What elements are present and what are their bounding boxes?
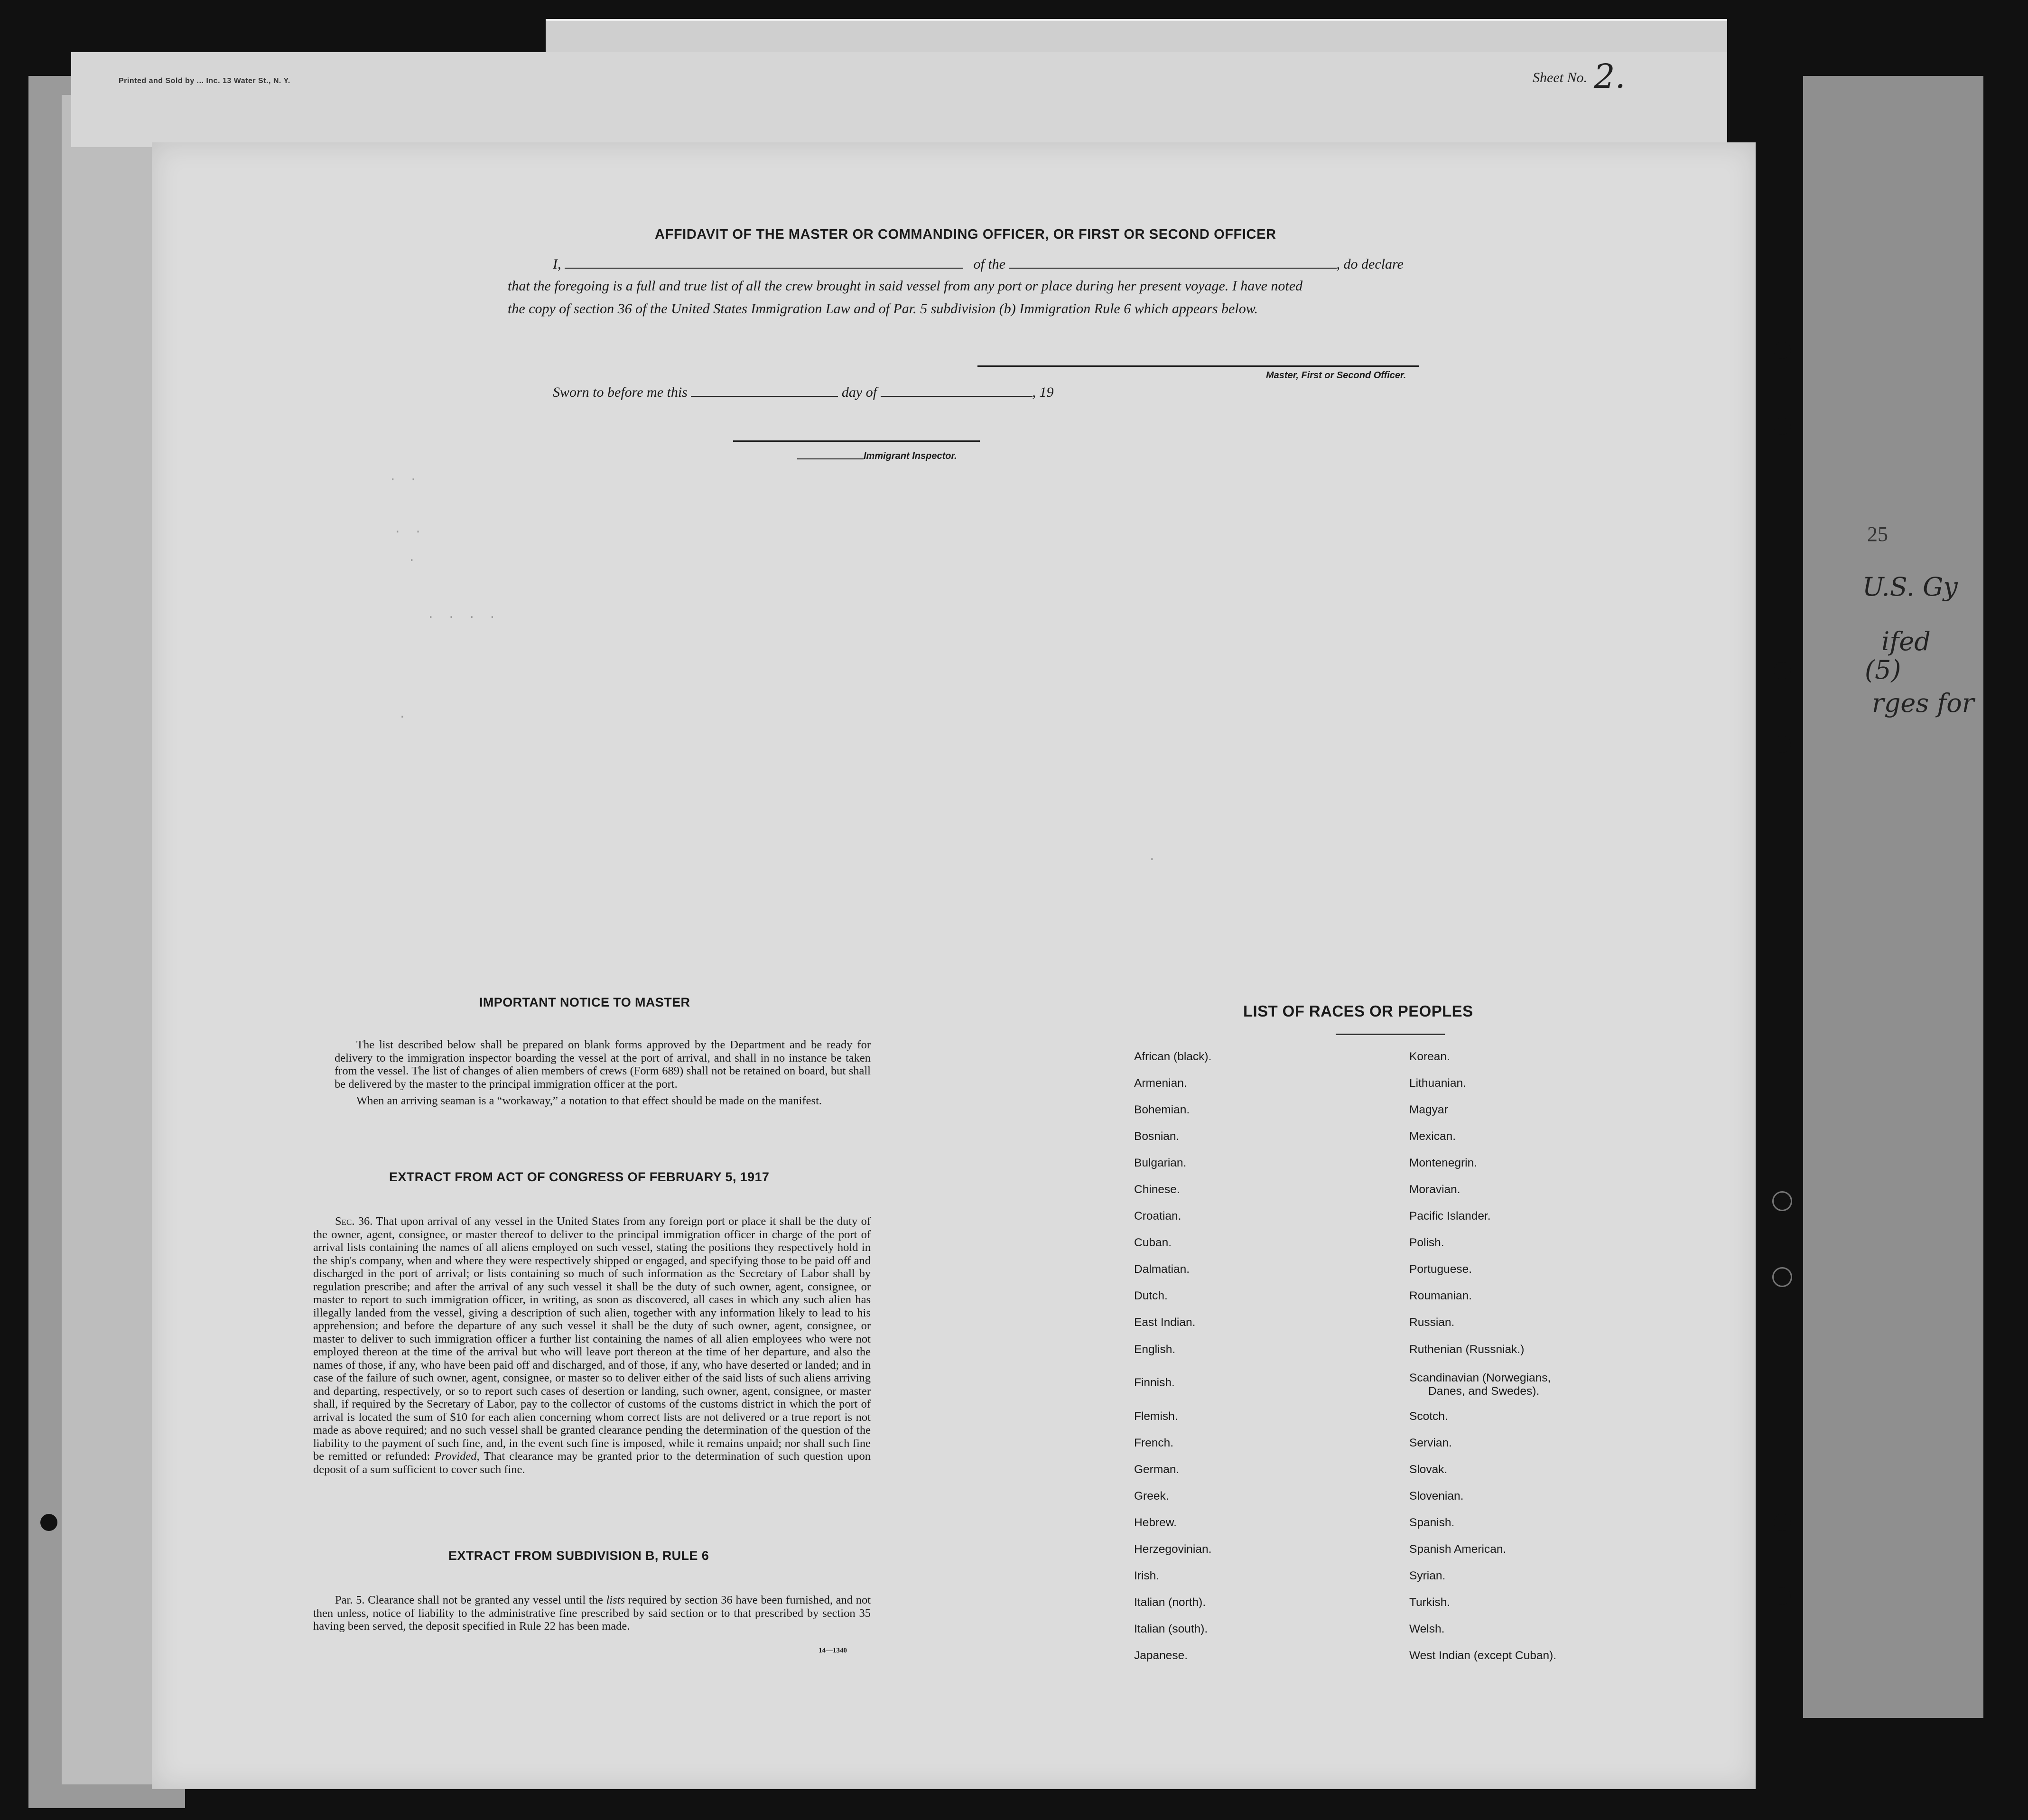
- underlying-sheet-right: [1803, 76, 1983, 1718]
- binder-hole: [1774, 1514, 1791, 1531]
- year-label: , 19: [1032, 384, 1054, 400]
- race-item: Russian.: [1409, 1316, 1455, 1329]
- act-extract-body-end: That clearance may be granted prior to the determination of such question upon deposit of a sum sufficient to cover such fine.: [313, 1450, 871, 1476]
- inspector-label: Immigrant Inspector.: [864, 451, 957, 461]
- race-item: Scandinavian (Norwegians, Danes, and Swedes).: [1409, 1372, 1551, 1398]
- races-title: LIST OF RACES OR PEOPLES: [1243, 1002, 1473, 1020]
- affidavit-declaration-line: [553, 256, 1404, 272]
- race-item: Cuban.: [1134, 1236, 1172, 1249]
- race-item: Japanese.: [1134, 1649, 1188, 1662]
- bleed-through-marks: . .: [394, 522, 425, 536]
- race-item: Moravian.: [1409, 1183, 1461, 1196]
- race-item: Ruthenian (Russniak.): [1409, 1343, 1525, 1356]
- day-of-label: day of: [841, 384, 877, 400]
- race-item: Flemish.: [1134, 1410, 1178, 1423]
- section-36-label: Sec. 36.: [335, 1215, 373, 1228]
- sworn-label: Sworn to before me this: [553, 384, 688, 400]
- race-item: Mexican.: [1409, 1130, 1456, 1143]
- race-item: Finnish.: [1134, 1376, 1175, 1389]
- sheet-number: [1533, 51, 1626, 96]
- inspector-signature-line[interactable]: [733, 440, 980, 442]
- sworn-line: [553, 384, 1054, 401]
- race-item: Italian (south).: [1134, 1623, 1208, 1635]
- race-item: German.: [1134, 1463, 1180, 1476]
- affidavit-of-the-label: of the: [973, 256, 1005, 272]
- printer-line: Printed and Sold by ... Inc. 13 Water St., N. Y.: [119, 77, 290, 85]
- provided-word: Provided,: [434, 1450, 480, 1463]
- master-signature-label: Master, First or Second Officer.: [1266, 370, 1406, 381]
- race-item: Greek.: [1134, 1490, 1169, 1503]
- race-item: Scotch.: [1409, 1410, 1448, 1423]
- act-extract-text: [313, 1215, 871, 1476]
- binder-hole: [1772, 1267, 1792, 1287]
- race-item: Croatian.: [1134, 1210, 1181, 1223]
- race-item: Portuguese.: [1409, 1263, 1472, 1276]
- race-item: Bulgarian.: [1134, 1157, 1187, 1169]
- race-item: English.: [1134, 1343, 1176, 1356]
- race-item: Pacific Islander.: [1409, 1210, 1491, 1223]
- margin-note-1: U.S. Gy: [1862, 572, 1958, 602]
- notice-text: [335, 1038, 871, 1108]
- master-signature-line[interactable]: [977, 365, 1419, 367]
- binder-hole: [1774, 418, 1791, 435]
- binder-hole: [1774, 342, 1791, 359]
- race-item: Bosnian.: [1134, 1130, 1180, 1143]
- notice-paragraph-1: The list described below shall be prepared on blank forms approved by the Department and be ready for delivery to the immigration inspector boarding the vessel at the port of arrival, and shall in no instance be taken from the vessel. The list of changes of alien members of crews (Form 689) shall not be retained on board, but shall be delivered by the master to the principal immigration officer at the port.: [335, 1038, 871, 1091]
- race-item: Welsh.: [1409, 1623, 1445, 1635]
- race-item: Servian.: [1409, 1437, 1452, 1449]
- affidavit-i-label: I,: [553, 256, 561, 272]
- bleed-through-marks: . . . .: [427, 607, 499, 622]
- race-item: Lithuanian.: [1409, 1077, 1466, 1090]
- race-item: West Indian (except Cuban).: [1409, 1649, 1557, 1662]
- race-item: French.: [1134, 1437, 1174, 1449]
- notice-title: IMPORTANT NOTICE TO MASTER: [479, 995, 690, 1009]
- race-item: African (black).: [1134, 1050, 1212, 1063]
- bleed-through-marks: .: [1148, 849, 1159, 864]
- race-item: Italian (north).: [1134, 1596, 1206, 1609]
- notice-paragraph-2: When an arriving seaman is a “workaway,” a notation to that effect should be made on the manifest.: [356, 1094, 822, 1107]
- rule-text-start: Par. 5. Clearance shall not be granted any vessel until the: [335, 1594, 603, 1606]
- bleed-through-marks: .: [399, 707, 409, 721]
- rule-text-end: required by section 36 have been furnished, and not then unless, notice of liability to the administrative fine prescribed by said section or to that prescribed by section 35 having been served, the deposit specified in Rule 22 has been made.: [313, 1594, 871, 1633]
- race-item: Magyar: [1409, 1103, 1448, 1116]
- sworn-month-field[interactable]: [881, 385, 1033, 397]
- sheet-no-value: 2.: [1593, 57, 1626, 96]
- sworn-day-field[interactable]: [691, 385, 838, 397]
- margin-note-3: (5): [1865, 655, 1901, 685]
- race-item: Armenian.: [1134, 1077, 1187, 1090]
- binder-hole: [40, 1514, 57, 1531]
- form-code: 14—1340: [819, 1647, 847, 1654]
- affidavit-title: AFFIDAVIT OF THE MASTER OR COMMANDING OFFICER, OR FIRST OR SECOND OFFICER: [655, 227, 1276, 242]
- race-item: Spanish.: [1409, 1516, 1455, 1529]
- master-name-field[interactable]: [565, 257, 963, 269]
- race-item: Bohemian.: [1134, 1103, 1190, 1116]
- race-item: Herzegovinian.: [1134, 1543, 1212, 1556]
- race-item: Chinese.: [1134, 1183, 1180, 1196]
- affidavit-line-2: that the foregoing is a full and true list of all the crew brought in said vessel from any port or place during her present voyage. I have noted: [508, 278, 1303, 294]
- race-item: Syrian.: [1409, 1569, 1446, 1582]
- lists-word: lists: [606, 1594, 625, 1606]
- race-item: Slovenian.: [1409, 1490, 1464, 1503]
- race-item: Spanish American.: [1409, 1543, 1507, 1556]
- sheet-no-label: Sheet No.: [1533, 70, 1587, 85]
- races-title-rule: [1336, 1034, 1445, 1035]
- header-strip: [71, 52, 1727, 147]
- binder-hole: [1772, 1191, 1792, 1211]
- act-extract-body: That upon arrival of any vessel in the United States from any foreign port or place it shall be the duty of the owner, agent, consignee, or master thereof to deliver to the principal immigration officer in charge of the port of arrival lists containing the names of all aliens employed on such vessel, stating the positions they respectively hold in the ship's company, when and where they were respectively shipped or engaged, and specifying those to be paid off and discharged in the port of arrival; or lists containing so much of such information as the Secretary of Labor shall by regulation prescribe; and after the arrival of any such vessel it shall be the duty of such owner, agent, consignee, or master to report to such immigration officer, in writing, as soon as discovered, all cases in which any such alien has illegally landed from the vessel, giving a description of such alien, together with any information likely to lead to his apprehension; and before the departure of any such vessel it shall be the duty of such owner, agent, consignee, or master to deliver to such immigration officer a further list containing the names of all alien employees who were not employed thereon at the time of the arrival but who will leave port thereon at the time of her departure, and also the names of those, if any, who have been paid off and discharged, and of those, if any, who have deserted or landed; and in case of the failure of such owner, agent, consignee, or master so to deliver either of the said lists of such aliens arriving and departing, respectively, or so to report such cases of desertion or landing, such owner, agent, consignee, or master shall, if required by the Secretary of Labor, pay to the collector of customs of the customs district in which the port of arrival is located the sum of $10 for each alien concerning whom correct lists are not delivered or a true report is not made as above required; and no such vessel shall be granted clearance pending the determination of the question of the liability to the payment of such fine, and, in the event such fine is imposed, while it remains unpaid; nor shall such fine be remitted or refunded:: [313, 1215, 871, 1463]
- race-item: Slovak.: [1409, 1463, 1448, 1476]
- act-extract-title: EXTRACT FROM ACT OF CONGRESS OF FEBRUARY 5, 1917: [389, 1170, 770, 1184]
- race-item: East Indian.: [1134, 1316, 1196, 1329]
- binder-hole: [1774, 1587, 1791, 1605]
- bleed-through-marks: . .: [389, 470, 420, 484]
- race-item: Hebrew.: [1134, 1516, 1177, 1529]
- binder-hole: [1774, 736, 1791, 753]
- affidavit-line-3: the copy of section 36 of the United States Immigration Law and of Par. 5 subdivision (b) Immigration Rule 6 which appears below.: [508, 301, 1258, 317]
- vessel-name-field[interactable]: [1009, 257, 1337, 269]
- race-item: Turkish.: [1409, 1596, 1451, 1609]
- race-item: Dutch.: [1134, 1289, 1168, 1302]
- inspector-short-line: [797, 458, 864, 459]
- race-item: Polish.: [1409, 1236, 1444, 1249]
- rule-extract-text: [313, 1594, 871, 1633]
- affidavit-declare-label: , do declare: [1336, 256, 1404, 272]
- race-item: Korean.: [1409, 1050, 1450, 1063]
- page-number: 25: [1867, 523, 1888, 546]
- race-item: Dalmatian.: [1134, 1263, 1190, 1276]
- rule-extract-title: EXTRACT FROM SUBDIVISION B, RULE 6: [448, 1549, 709, 1563]
- race-item: Montenegrin.: [1409, 1157, 1478, 1169]
- race-item: Roumanian.: [1409, 1289, 1472, 1302]
- binder-hole: [1774, 662, 1791, 679]
- margin-note-2: ifed: [1881, 626, 1931, 656]
- race-item: Irish.: [1134, 1569, 1160, 1582]
- bleed-through-marks: .: [408, 551, 419, 565]
- margin-note-4: rges for: [1872, 688, 1974, 718]
